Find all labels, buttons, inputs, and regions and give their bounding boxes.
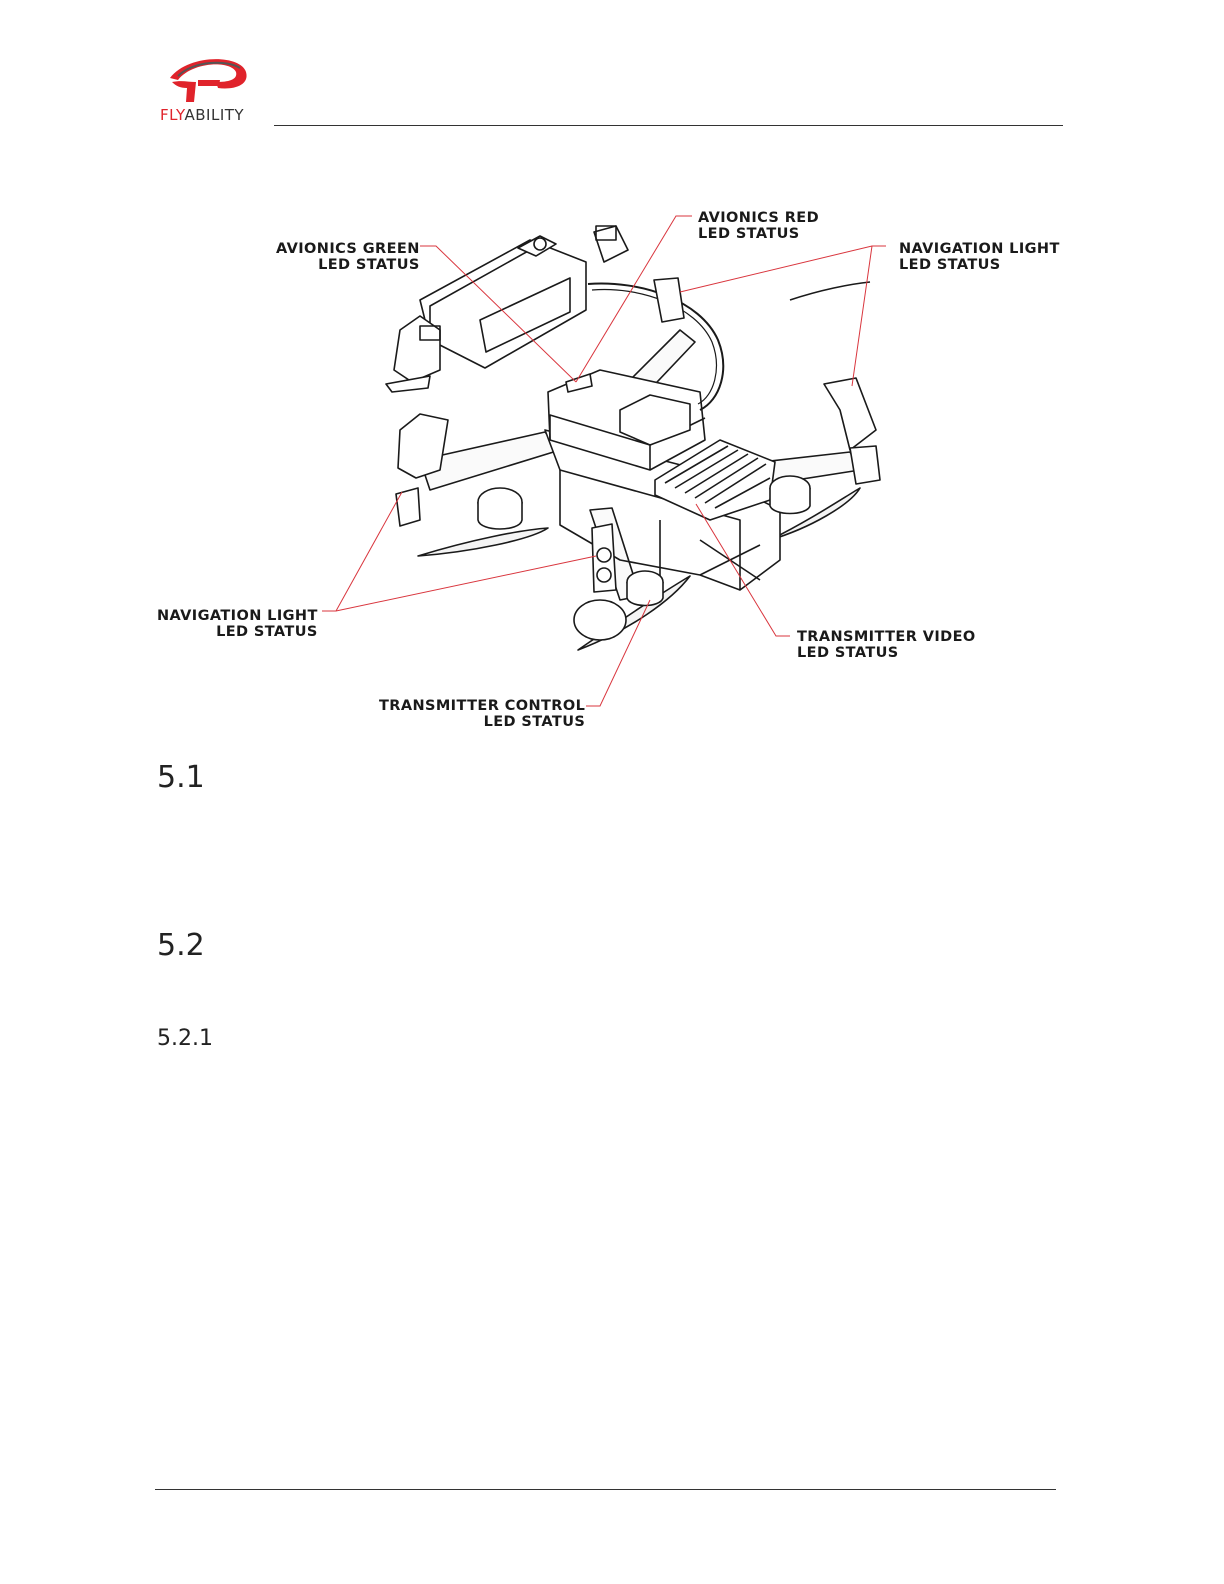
callout-avionics-green — [276, 241, 420, 273]
footer-rule — [155, 1489, 1056, 1490]
logo-text-fly: FLY — [160, 106, 185, 124]
callout-line-2: LED STATUS — [698, 226, 800, 242]
callout-line-2: LED STATUS — [483, 714, 586, 730]
callout-line-1: AVIONICS RED — [698, 210, 820, 226]
callout-transmitter-control — [379, 698, 585, 730]
callout-navigation-light-left — [157, 608, 318, 640]
drone-diagram — [0, 0, 1224, 760]
callout-line-2: LED STATUS — [797, 645, 899, 661]
callout-line-1: AVIONICS GREEN — [276, 241, 420, 257]
callout-line-1: TRANSMITTER CONTROL — [379, 698, 586, 714]
logo-text-ability: ABILITY — [184, 106, 245, 124]
subsection-heading-5-2-1: 5.2.1 — [157, 1026, 213, 1051]
section-heading-5-1: 5.1 — [157, 760, 205, 795]
callout-line-2: LED STATUS — [318, 257, 420, 273]
callout-navigation-light-right — [899, 241, 1060, 273]
callout-line-1: NAVIGATION LIGHT — [899, 241, 1060, 257]
section-heading-5-2: 5.2 — [157, 928, 205, 963]
callout-line-2: LED STATUS — [216, 624, 318, 640]
callout-line-1: NAVIGATION LIGHT — [157, 608, 318, 624]
callout-line-1: TRANSMITTER VIDEO — [797, 629, 976, 645]
callout-transmitter-video — [797, 629, 976, 661]
callout-avionics-red — [698, 210, 819, 242]
callout-line-2: LED STATUS — [899, 257, 1001, 273]
